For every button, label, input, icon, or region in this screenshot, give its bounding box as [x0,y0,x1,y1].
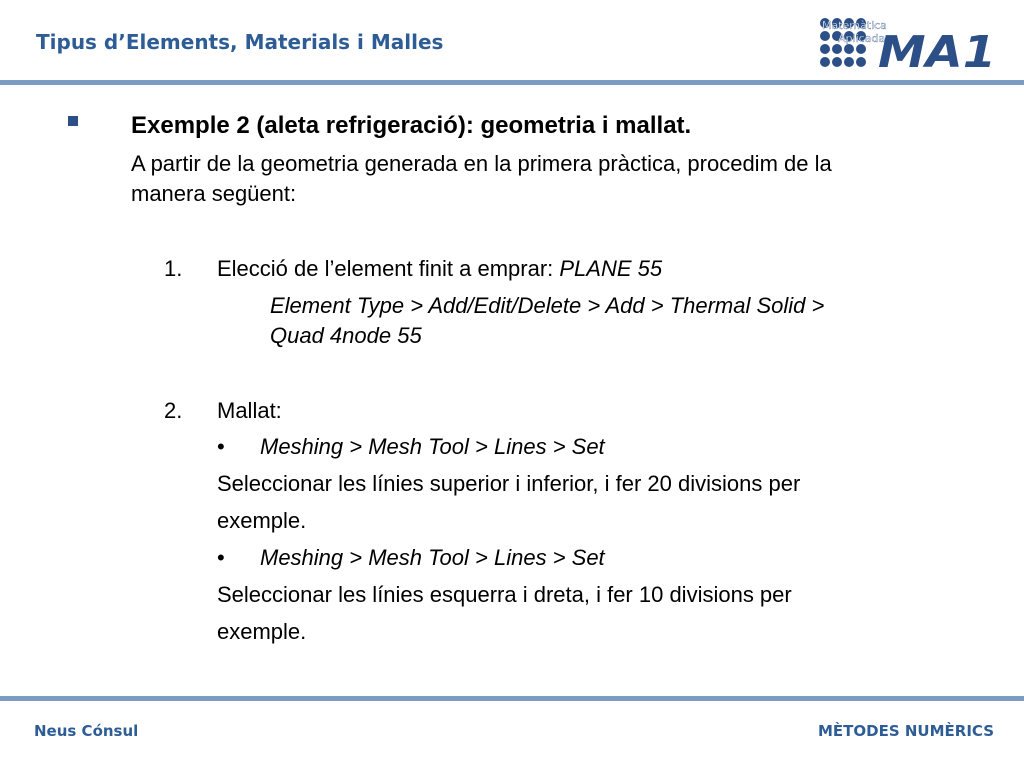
bullet-icon: • [217,545,225,570]
step1-path-line-1: Element Type > Add/Edit/Delete > Add > Thermal Solid > [270,293,825,318]
logo-text-line2: Aplicada [838,32,886,45]
intro-line-2: manera següent: [131,181,297,206]
step1-element: PLANE 55 [559,256,663,281]
sub2-line-1: Seleccionar les línies esquerra i dreta, i fer 10 divisions per [217,582,792,607]
step2-text: Mallat: [217,398,282,423]
sub2-path: Meshing > Mesh Tool > Lines > Set [260,545,605,570]
ma1-logo [818,12,1000,72]
header-title: Tipus d’Elements, Materials i Malles [36,30,444,54]
sub1-line-2: exemple. [217,508,307,533]
footer-divider [0,696,1024,701]
step1-number: 1. [164,256,183,281]
footer-course: MÈTODES NUMÈRICS [817,722,994,740]
step1-path-line-2: Quad 4node 55 [270,323,422,348]
header-divider [0,80,1024,85]
step2-number: 2. [164,398,183,423]
step1-text [217,254,662,284]
logo-mark: MA1 [878,27,996,72]
sub1-path: Meshing > Mesh Tool > Lines > Set [260,434,605,459]
sub1-line-1: Seleccionar les línies superior i inferior, i fer 20 divisions per [217,471,801,496]
sub2-line-2: exemple. [217,619,307,644]
slide-heading: Exemple 2 (aleta refrigeració): geometria i mallat. [131,112,692,139]
step1-label: Elecció de l’element finit a emprar: [217,256,560,281]
square-bullet-icon [68,116,78,126]
bullet-icon: • [217,434,225,459]
intro-line-1: A partir de la geometria generada en la primera pràctica, procedim de la [131,151,832,176]
logo-text-line1: Matemàtica [822,19,887,32]
footer-author: Neus Cónsul [34,722,139,740]
